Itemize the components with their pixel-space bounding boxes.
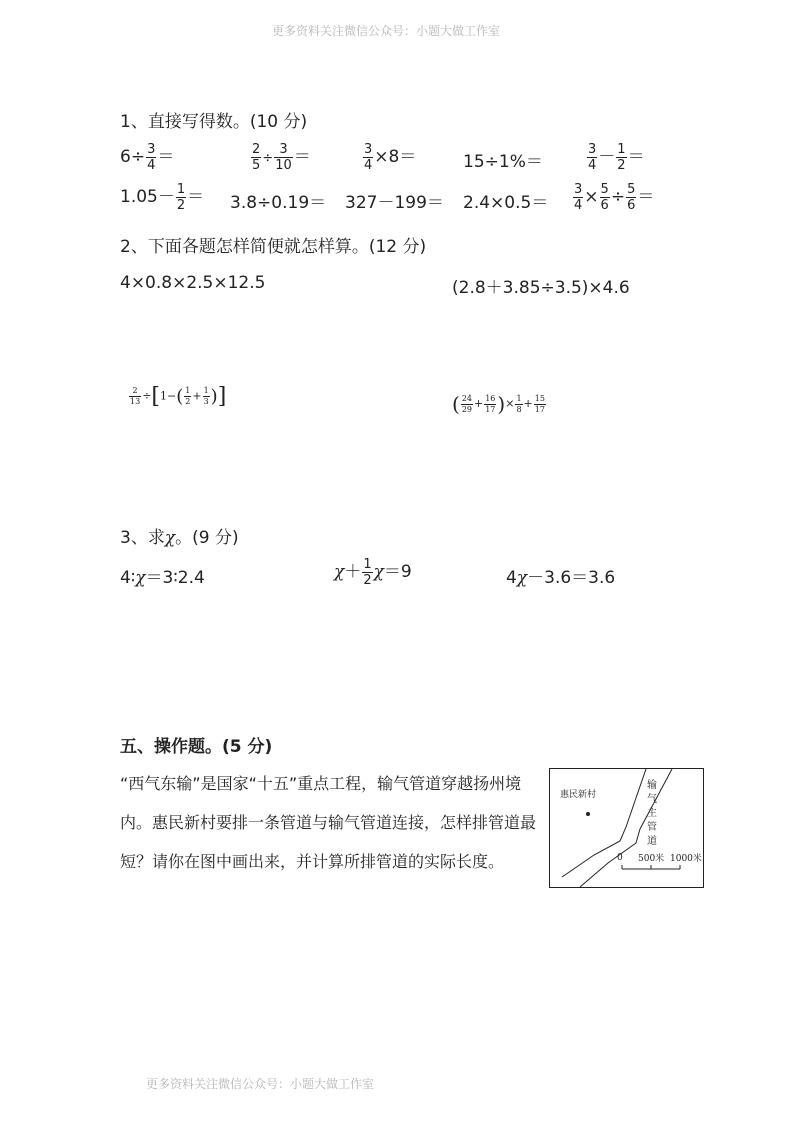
fraction: $\frac{2}{13}$: [130, 386, 141, 406]
text: ＝: [293, 147, 311, 167]
fraction: $\frac{1}{8}$: [516, 393, 522, 414]
problem-2-4: [452, 392, 547, 416]
pipe-label: 输气主管道: [647, 780, 657, 847]
text: +: [192, 389, 202, 403]
text: ]: [217, 384, 227, 409]
calc-1b: [250, 142, 311, 172]
text: ×8＝: [374, 147, 417, 167]
variable: χ: [164, 528, 176, 548]
text: [: [151, 384, 160, 409]
calc-2a: [120, 182, 204, 212]
problem-2-2: (2.8＋3.85÷3.5)×4.6: [452, 278, 630, 298]
text: 4∶: [120, 568, 136, 588]
text: 1.05－: [120, 187, 175, 207]
section5-text: “西气东输”是国家“十五”重点工程，输气管道穿越扬州境内。惠民新村要排一条管道与输气管道连接，怎样排管道最短？请你在图中画出来，并计算所排管道的实际长度。: [120, 774, 537, 871]
text: 4: [506, 568, 517, 588]
equation-1: [120, 563, 205, 588]
text: ＋: [344, 562, 362, 582]
scale-500: 500米: [638, 854, 665, 864]
text: 1: [160, 389, 167, 403]
fraction: $\frac{1}{2}$: [363, 556, 372, 588]
text: +: [474, 397, 484, 410]
text: ＝: [157, 147, 175, 167]
fraction: $\frac{1}{2}$: [176, 181, 186, 213]
fraction: $\frac{5}{6}$: [600, 181, 609, 213]
fraction: $\frac{2}{5}$: [252, 141, 261, 173]
problem-2-1: 4×0.8×2.5×12.5: [120, 273, 266, 293]
text: ×: [584, 187, 599, 207]
text: −: [167, 389, 177, 403]
text: ÷: [262, 151, 274, 166]
calc-2e: [572, 182, 654, 212]
scale-zero: 0: [617, 853, 623, 863]
watermark-top: 更多资料关注微信公众号：小题大做工作室: [272, 24, 501, 38]
calc-1a: [120, 142, 174, 172]
text: (: [452, 392, 460, 416]
fraction: $\frac{5}{6}$: [627, 181, 636, 213]
text: －: [598, 147, 616, 167]
text: ): [497, 392, 506, 416]
text: ): [210, 386, 218, 407]
text: ＝: [627, 147, 645, 167]
section1-heading: 1、直接写得数。(10 分): [120, 112, 308, 132]
calc-1d: 15÷1%＝: [463, 152, 543, 172]
calc-1e: [586, 142, 645, 172]
text: －3.6＝3.6: [527, 568, 616, 588]
equation-3: [506, 563, 615, 588]
watermark-bottom: 更多资料关注微信公众号：小题大做工作室: [146, 1077, 375, 1091]
fraction: $\frac{3}{4}$: [574, 181, 583, 213]
fraction: $\frac{3}{4}$: [364, 141, 373, 173]
variable: χ: [516, 568, 528, 588]
text: 6÷: [120, 147, 146, 167]
variable: χ: [135, 568, 146, 588]
fraction: $\frac{1}{2}$: [617, 141, 626, 173]
text: ＝: [637, 187, 655, 207]
calc-2d: 2.4×0.5＝: [463, 193, 549, 213]
section5-heading: 五、操作题。(5 分): [120, 737, 273, 757]
fraction: $\frac{3}{10}$: [275, 141, 292, 173]
pipeline-map: [549, 768, 704, 888]
section3-heading: [120, 523, 239, 548]
calc-1c: [362, 142, 416, 172]
text: ×: [505, 397, 515, 410]
section2-heading: 2、下面各题怎样简便就怎样算。(12 分): [120, 237, 427, 257]
village-label: 惠民新村: [560, 790, 597, 800]
variable: χ: [373, 562, 384, 582]
fraction: $\frac{3}{4}$: [147, 141, 156, 173]
problem-2-3: [128, 384, 226, 409]
text: ＝9: [383, 562, 412, 582]
text: ÷: [610, 187, 626, 207]
text: (: [176, 386, 184, 407]
fraction: $\frac{1}{2}$: [185, 386, 191, 406]
fraction: $\frac{3}{4}$: [588, 141, 597, 173]
text: ＝3∶2.4: [145, 568, 205, 588]
calc-2c: 327－199＝: [345, 193, 444, 213]
calc-2b: 3.8÷0.19＝: [230, 193, 327, 213]
fraction: $\frac{1}{3}$: [203, 386, 209, 406]
text: 。(9 分): [175, 528, 239, 548]
scale-1000: 1000米: [670, 854, 702, 864]
fraction: $\frac{16}{17}$: [485, 393, 496, 414]
fraction: $\frac{15}{17}$: [534, 393, 545, 414]
text: ÷: [142, 389, 152, 403]
fraction: $\frac{24}{29}$: [461, 393, 472, 414]
text: ＝: [187, 187, 205, 207]
equation-2: [334, 557, 412, 587]
text: +: [523, 397, 533, 410]
variable: χ: [334, 562, 345, 582]
text: 3、求: [120, 528, 165, 548]
